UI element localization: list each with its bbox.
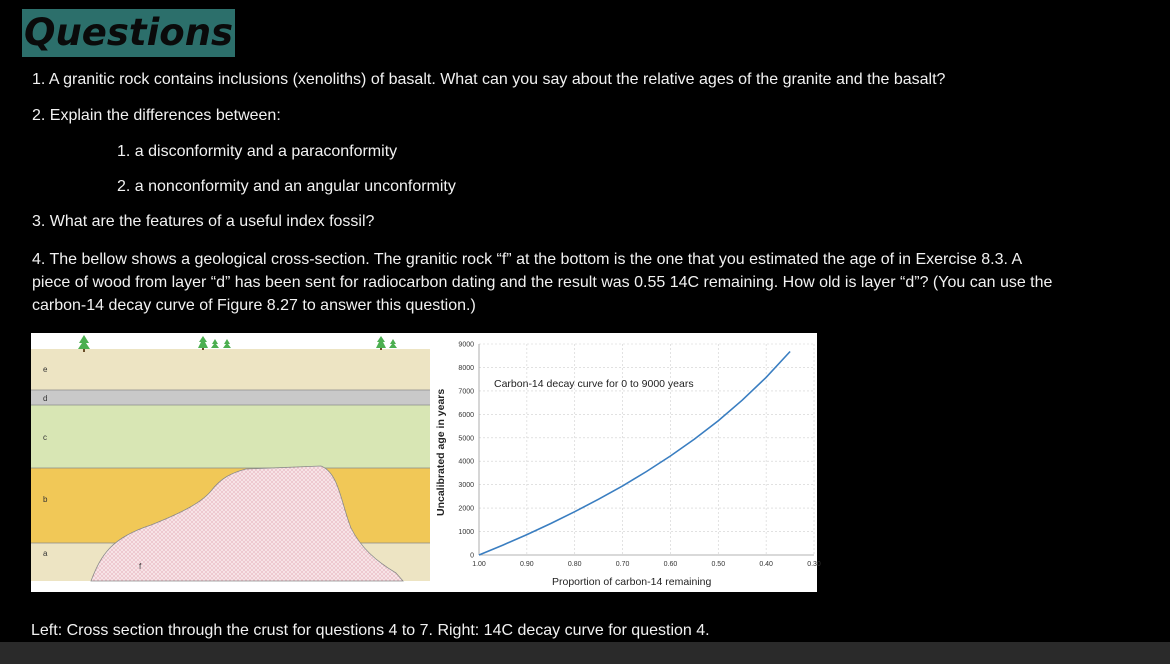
figure-svg [31, 333, 821, 592]
label-c: c [43, 433, 47, 442]
chart-grid [479, 344, 814, 555]
c14-decay-chart [435, 342, 821, 589]
y-tick-labels [458, 342, 474, 560]
y-tick-label: 9000 [458, 341, 474, 349]
y-tick-label: 8000 [458, 364, 474, 372]
x-tick-label: 0.80 [567, 561, 582, 568]
y-tick-label: 4000 [458, 458, 474, 466]
y-tick-label: 7000 [458, 388, 474, 396]
y-tick-label: 0 [470, 552, 474, 560]
x-tick-label: 0.60 [663, 561, 678, 568]
x-axis-label: Proportion of carbon-14 remaining [552, 576, 712, 588]
question-1: 1. A granitic rock contains inclusions (xenoliths) of basalt. What can you say about the relative ages of the granite and the basalt? [32, 71, 946, 88]
chart-title: Carbon-14 decay curve for 0 to 9000 years [494, 378, 694, 390]
y-tick-label: 2000 [458, 505, 474, 513]
label-a: a [43, 549, 48, 558]
cross-section [31, 335, 430, 581]
tree-icon [198, 336, 231, 350]
question-4: 4. The bellow shows a geological cross-section. The granitic rock “f” at the bottom is the one that you estimated the age of in Exercise 8.3. A piece of wood from layer “d” has been sent for radiocarbon dating and the result was 0.55 14C remaining. How old is layer “d”? (You can use the carbon-14 decay curve of Figure 8.27 to answer this question.) [32, 251, 1053, 314]
x-tick-label: 0.30 [807, 561, 821, 568]
layer-e [31, 349, 430, 390]
y-tick-label: 5000 [458, 435, 474, 443]
question-2: 2. Explain the differences between: [32, 107, 281, 124]
footer-bar [0, 642, 1170, 664]
x-tick-label: 0.70 [615, 561, 630, 568]
question-2-item-2: 2. a nonconformity and an angular unconformity [117, 178, 456, 195]
figure-caption: Left: Cross section through the crust for questions 4 to 7. Right: 14C decay curve for question 4. [31, 622, 710, 639]
x-tick-label: 1.00 [472, 561, 486, 568]
y-tick-label: 1000 [458, 529, 474, 537]
label-b: b [43, 495, 48, 504]
x-tick-labels [472, 561, 821, 568]
y-tick-label: 3000 [458, 482, 474, 490]
y-axis-label: Uncalibrated age in years [435, 388, 447, 516]
layer-d [31, 390, 430, 405]
question-3: 3. What are the features of a useful index fossil? [32, 213, 375, 230]
label-e: e [43, 365, 48, 374]
figure [31, 333, 821, 592]
question-2-item-1: 1. a disconformity and a paraconformity [117, 143, 398, 160]
x-tick-label: 0.90 [520, 561, 534, 568]
y-tick-label: 6000 [458, 411, 474, 419]
label-d: d [43, 394, 48, 403]
page-title: Questions [22, 9, 235, 57]
tree-icon [376, 336, 397, 350]
x-tick-label: 0.50 [711, 561, 726, 568]
label-f: f [139, 562, 142, 571]
x-tick-label: 0.40 [759, 561, 773, 568]
layer-c [31, 405, 430, 468]
